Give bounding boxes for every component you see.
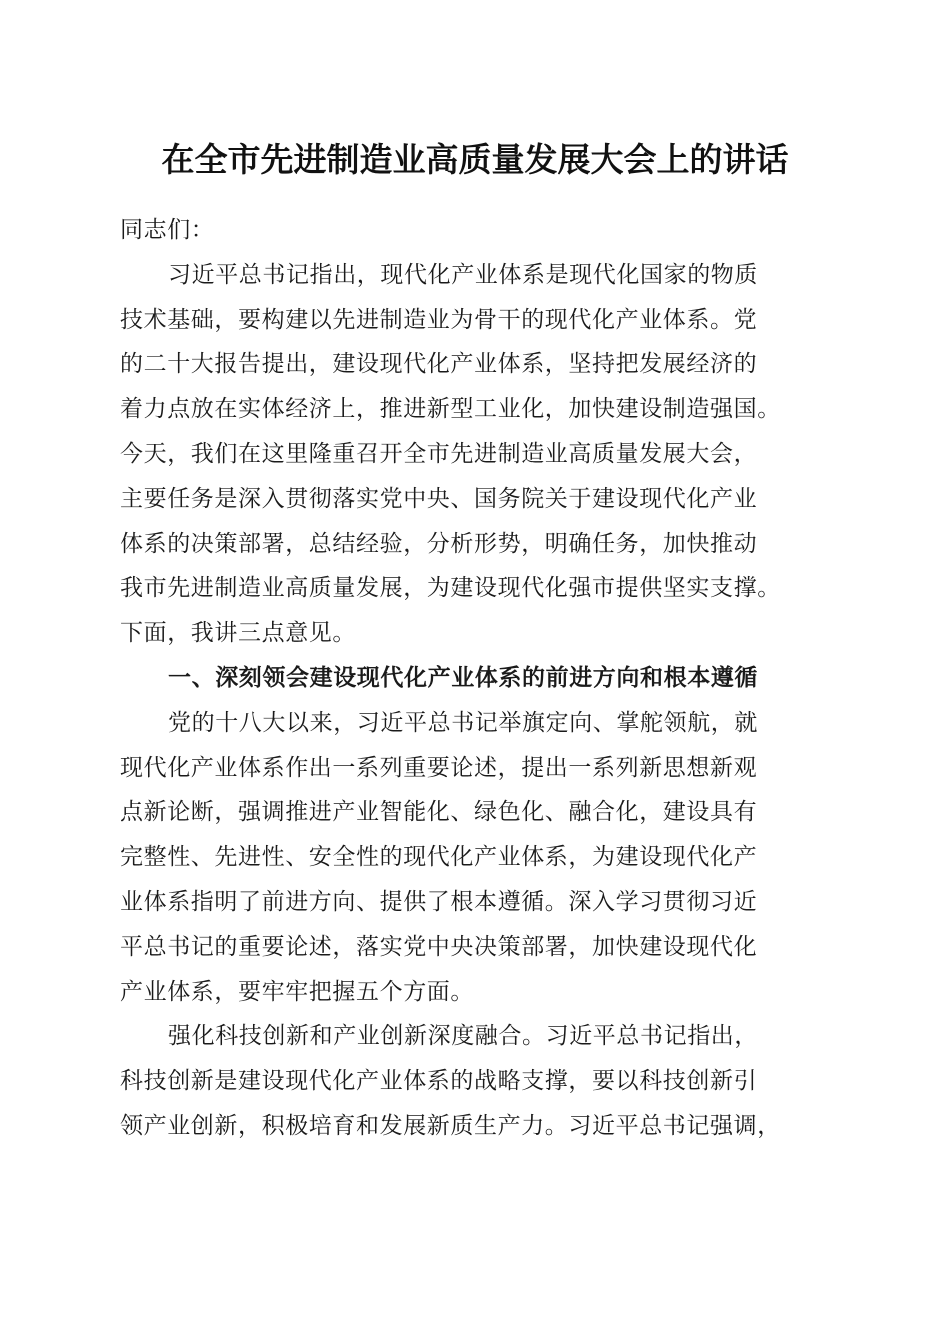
salutation: 同志们： [120,217,215,243]
paragraph-line: 技术基础，要构建以先进制造业为骨干的现代化产业体系。党 [120,306,758,333]
paragraph-line: 产业体系，要牢牢把握五个方面。 [120,978,474,1005]
paragraph-line: 主要任务是深入贯彻落实党中央、国务院关于建设现代化产业 [120,485,758,512]
section-heading: 一、深刻领会建设现代化产业体系的前进方向和根本遵循 [168,664,758,691]
paragraph-line: 党的十八大以来，习近平总书记举旗定向、掌舵领航，就 [168,709,758,736]
paragraph-line: 平总书记的重要论述，落实党中央决策部署，加快建设现代化 [120,933,758,960]
paragraph-line: 下面，我讲三点意见。 [120,620,356,647]
paragraph-line: 点新论断，强调推进产业智能化、绿色化、融合化，建设具有 [120,799,758,826]
paragraph-line: 的二十大报告提出，建设现代化产业体系，坚持把发展经济的 [120,351,758,378]
paragraph-line: 今天，我们在这里隆重召开全市先进制造业高质量发展大会， [120,440,758,467]
paragraph-line: 领产业创新，积极培育和发展新质生产力。习近平总书记强调， [120,1112,781,1139]
paragraph-line: 业体系指明了前进方向、提供了根本遵循。深入学习贯彻习近 [120,888,758,915]
paragraph-line: 科技创新是建设现代化产业体系的战略支撑，要以科技创新引 [120,1068,758,1095]
paragraph-line: 强化科技创新和产业创新深度融合。习近平总书记指出， [168,1023,758,1050]
paragraph-line: 完整性、先进性、安全性的现代化产业体系，为建设现代化产 [120,844,758,871]
paragraph-line: 着力点放在实体经济上，推进新型工业化，加快建设制造强国。 [120,396,781,423]
document-title: 在全市先进制造业高质量发展大会上的讲话 [161,140,789,179]
paragraph-line: 体系的决策部署，总结经验，分析形势，明确任务，加快推动 [120,530,758,557]
document-body [120,208,840,1149]
paragraph-line: 我市先进制造业高质量发展，为建设现代化强市提供坚实支撑。 [120,575,781,602]
paragraph-line: 习近平总书记指出，现代化产业体系是现代化国家的物质 [168,261,758,288]
paragraph-line: 现代化产业体系作出一系列重要论述，提出一系列新思想新观 [120,754,758,781]
